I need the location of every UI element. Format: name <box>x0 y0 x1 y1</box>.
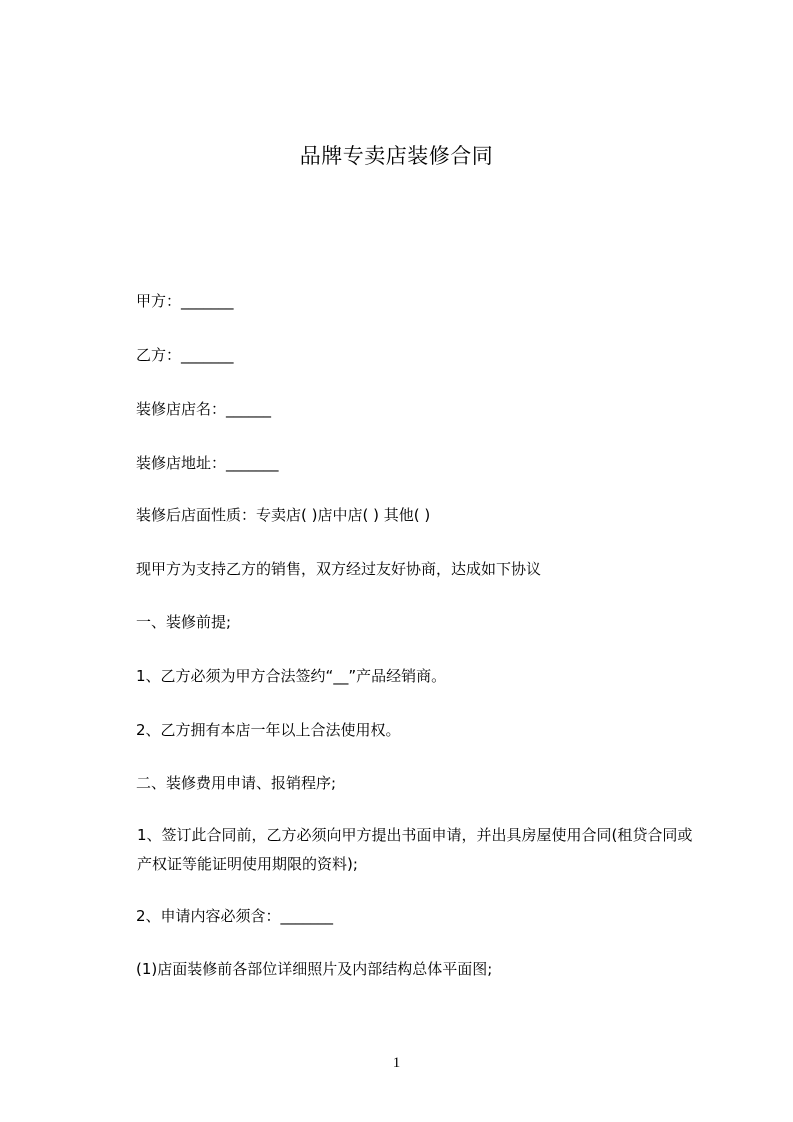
page-number: 1 <box>392 1055 401 1071</box>
document-title: 品牌专卖店装修合同 <box>299 144 494 168</box>
clause-1-1: 1、乙方必须为甲方合法签约“__”产品经销商。 <box>136 667 447 685</box>
store-address-line: 装修店地址：_______ <box>136 454 279 472</box>
section-heading-prerequisites: 一、装修前提; <box>136 613 232 631</box>
clause-1-2: 2、乙方拥有本店一年以上合法使用权。 <box>136 721 401 739</box>
clause-2-1-text: 1、签订此合同前，乙方必须向甲方提出书面申请，并出具房屋使用合同(租贷合同或产权证等能证明使用期限的资料); <box>137 826 693 873</box>
preamble-paragraph: 现甲方为支持乙方的销售，双方经过友好协商，达成如下协议 <box>136 560 542 578</box>
clause-2-1 <box>105 821 701 879</box>
clause-2-2: 2、申请内容必须含：_______ <box>136 907 334 925</box>
section-heading-expense-procedure: 二、装修费用申请、报销程序; <box>136 774 337 792</box>
party-b-line: 乙方：_______ <box>136 346 234 364</box>
store-type-line: 装修后店面性质：专卖店( )店中店( ) 其他( ) <box>136 506 431 524</box>
party-a-line: 甲方：_______ <box>136 292 234 310</box>
store-name-line: 装修店店名：______ <box>136 400 272 418</box>
clause-2-2-item-1: (1)店面装修前各部位详细照片及内部结构总体平面图; <box>136 960 493 978</box>
